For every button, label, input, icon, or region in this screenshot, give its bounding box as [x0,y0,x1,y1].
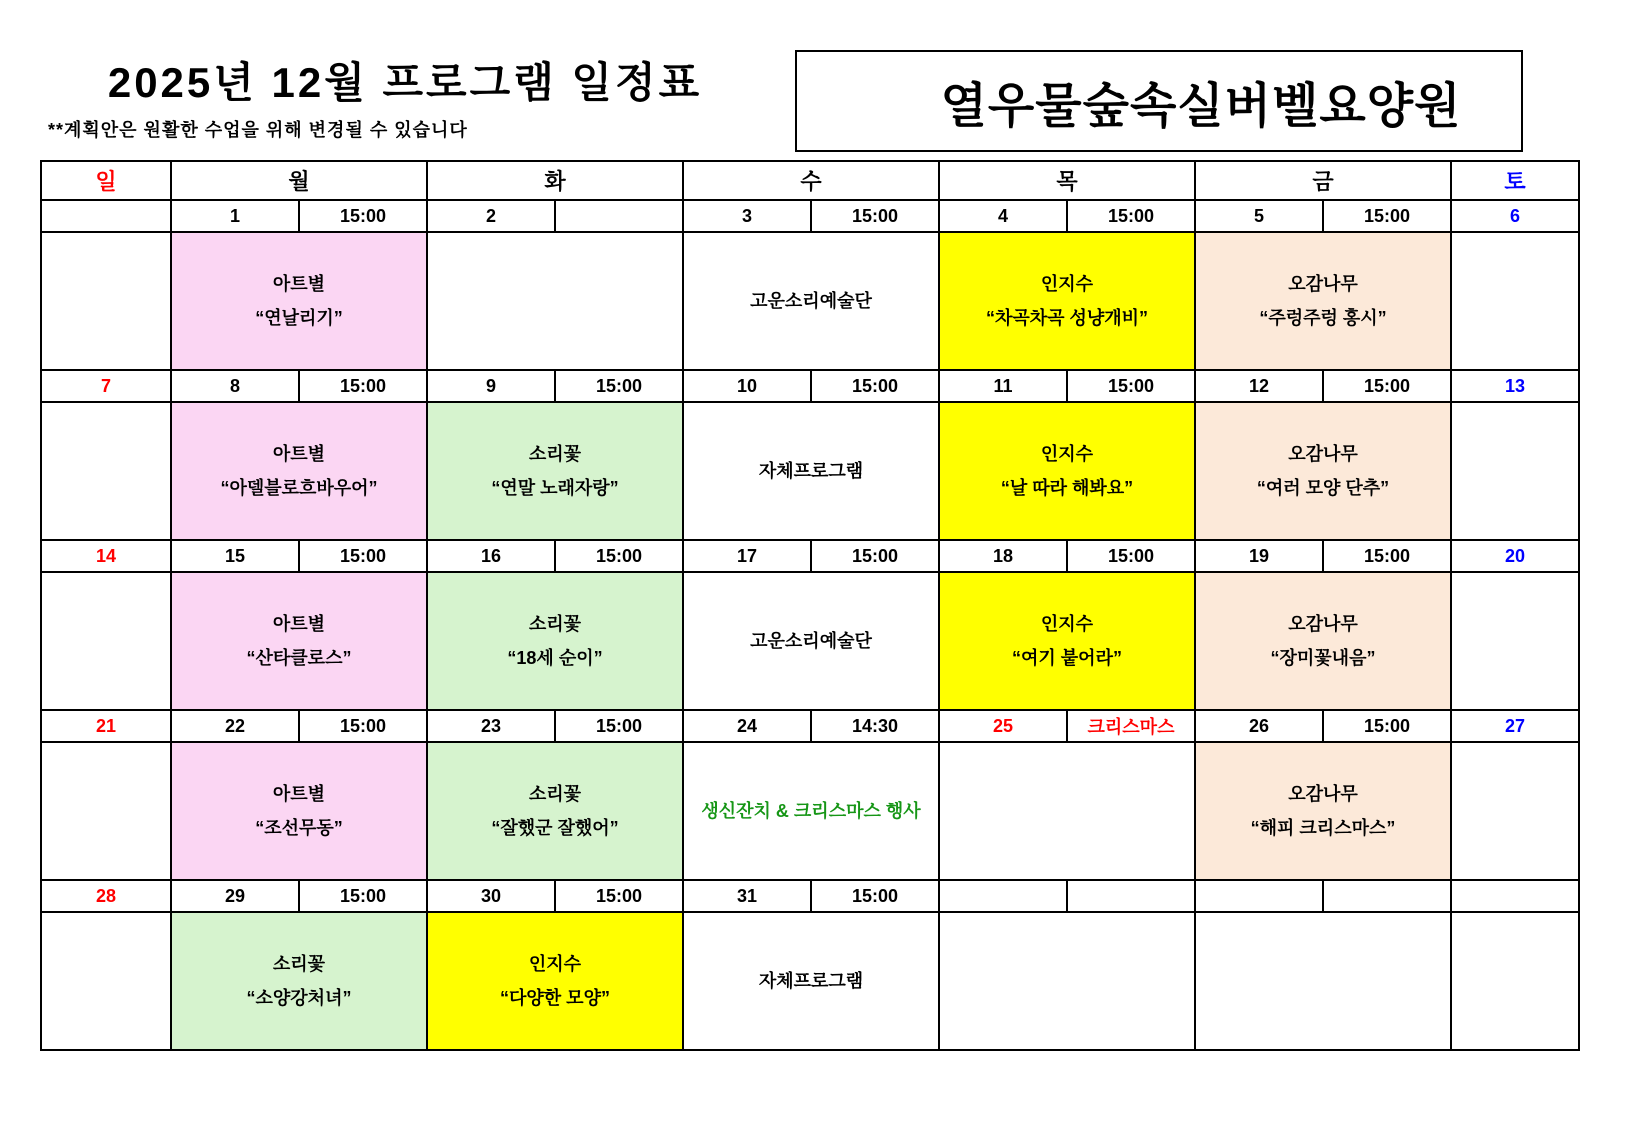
event-text-line: 소리꽃 [528,614,582,634]
date-cell: 30 [427,880,555,912]
event-text-line: “잘했군 잘했어” [491,818,619,838]
date-cell: 19 [1195,540,1323,572]
saturday-event-cell [1451,742,1579,880]
time-cell: 15:00 [555,880,683,912]
time-cell: 15:00 [299,540,427,572]
schedule-change-note: **계획안은 원활한 수업을 위해 변경될 수 있습니다 [48,120,468,140]
sunday-date-cell: 7 [41,370,171,402]
sunday-date-cell [41,200,171,232]
date-cell: 12 [1195,370,1323,402]
event-text-line: 인지수 [528,954,582,974]
event-cell [171,912,427,1050]
time-cell: 15:00 [299,370,427,402]
day-header-5: 금 [1195,161,1451,200]
date-cell: 4 [939,200,1067,232]
event-text-line: “아델블로흐바우어” [220,478,378,498]
time-cell: 15:00 [1067,200,1195,232]
saturday-date-cell: 6 [1451,200,1579,232]
day-header-4: 목 [939,161,1195,200]
event-cell [1195,912,1451,1050]
event-cell [683,912,939,1050]
saturday-event-cell [1451,912,1579,1050]
event-cell [683,232,939,370]
week-4-date-row [41,710,1579,742]
week-3-content-row [41,572,1579,710]
facility-name-box [795,50,1523,152]
date-cell [939,880,1067,912]
day-header-1: 월 [171,161,427,200]
event-text-line: 아트별 [272,614,326,634]
event-text-line: 고운소리예술단 [750,631,872,651]
time-cell: 15:00 [555,370,683,402]
saturday-date-cell [1451,880,1579,912]
event-text-line: 생신잔치 & 크리스마스 행사 [701,801,921,821]
date-cell: 15 [171,540,299,572]
date-cell: 26 [1195,710,1323,742]
sunday-date-cell: 21 [41,710,171,742]
event-cell [171,572,427,710]
day-header-3: 수 [683,161,939,200]
date-cell: 31 [683,880,811,912]
event-cell [171,742,427,880]
event-cell [939,402,1195,540]
event-text-line: “조선무동” [255,818,343,838]
event-text-line: 자체프로그램 [758,461,864,481]
day-header-row [41,161,1579,200]
day-header-0: 일 [41,161,171,200]
sunday-event-cell [41,572,171,710]
date-cell: 10 [683,370,811,402]
date-cell: 25 [939,710,1067,742]
event-text-line: “여러 모양 단추” [1256,478,1390,498]
week-4-content-row [41,742,1579,880]
date-cell: 3 [683,200,811,232]
event-text-line: 소리꽃 [528,784,582,804]
sunday-date-cell: 14 [41,540,171,572]
date-cell: 2 [427,200,555,232]
event-cell [683,572,939,710]
event-text-line: 고운소리예술단 [750,291,872,311]
event-text-line: “주렁주렁 홍시” [1259,308,1387,328]
event-text-line: “18세 순이” [507,648,603,668]
saturday-date-cell: 20 [1451,540,1579,572]
event-text-line: “산타클로스” [246,648,352,668]
sunday-event-cell [41,402,171,540]
event-text-line: “여기 붙어라” [1012,648,1122,668]
event-cell [939,742,1195,880]
sunday-event-cell [41,912,171,1050]
event-cell [939,912,1195,1050]
event-text-line: 소리꽃 [272,954,326,974]
sunday-event-cell [41,742,171,880]
calendar-table [40,160,1580,1051]
event-text-line: “소양강처녀” [246,988,352,1008]
day-header-6: 토 [1451,161,1579,200]
time-cell [1067,880,1195,912]
event-text-line: 아트별 [272,444,326,464]
week-2-date-row [41,370,1579,402]
week-2-content-row [41,402,1579,540]
event-cell [1195,402,1451,540]
event-text-line: 소리꽃 [528,444,582,464]
week-5-date-row [41,880,1579,912]
event-cell [1195,742,1451,880]
event-cell [939,572,1195,710]
date-cell: 5 [1195,200,1323,232]
event-text-line: 오감나무 [1288,784,1358,804]
time-cell: 15:00 [1067,540,1195,572]
event-cell [1195,572,1451,710]
sunday-event-cell [41,232,171,370]
event-text-line: 오감나무 [1288,274,1358,294]
event-cell [427,742,683,880]
event-text-line: “장미꽃내음” [1270,648,1376,668]
date-cell: 9 [427,370,555,402]
date-cell: 18 [939,540,1067,572]
date-cell: 23 [427,710,555,742]
week-5-content-row [41,912,1579,1050]
time-cell: 15:00 [555,540,683,572]
event-cell [427,402,683,540]
saturday-event-cell [1451,232,1579,370]
date-cell [1195,880,1323,912]
event-text-line: “날 따라 해봐요” [1000,478,1134,498]
time-cell: 15:00 [811,880,939,912]
time-cell: 15:00 [811,540,939,572]
time-cell: 15:00 [299,710,427,742]
saturday-date-cell: 27 [1451,710,1579,742]
date-cell: 11 [939,370,1067,402]
event-text-line: 인지수 [1040,444,1094,464]
event-text-line: “차곡차곡 성냥개비” [985,308,1149,328]
time-cell: 15:00 [1323,370,1451,402]
event-cell [171,402,427,540]
date-cell: 8 [171,370,299,402]
time-cell: 크리스마스 [1067,710,1195,742]
event-text-line: 오감나무 [1288,444,1358,464]
time-cell: 15:00 [1323,200,1451,232]
date-cell: 29 [171,880,299,912]
week-3-date-row [41,540,1579,572]
event-text-line: 아트별 [272,274,326,294]
week-1-content-row [41,232,1579,370]
saturday-date-cell: 13 [1451,370,1579,402]
day-header-2: 화 [427,161,683,200]
event-cell [683,742,939,880]
event-text-line: “연날리기” [255,308,343,328]
event-text-line: “연말 노래자랑” [491,478,619,498]
date-cell: 1 [171,200,299,232]
event-text-line: 아트별 [272,784,326,804]
facility-name: 열우물숲속실버벨요양원 [940,79,1462,133]
event-text-line: 인지수 [1040,614,1094,634]
event-cell [1195,232,1451,370]
event-text-line: 자체프로그램 [758,971,864,991]
time-cell: 15:00 [555,710,683,742]
time-cell [555,200,683,232]
time-cell: 15:00 [811,370,939,402]
time-cell: 15:00 [1323,540,1451,572]
time-cell: 15:00 [1067,370,1195,402]
event-cell [171,232,427,370]
date-cell: 24 [683,710,811,742]
event-cell [939,232,1195,370]
event-text-line: “해피 크리스마스” [1250,818,1396,838]
time-cell: 15:00 [299,200,427,232]
saturday-event-cell [1451,572,1579,710]
page-title: 2025년 12월 프로그램 일정표 [107,59,703,106]
event-cell [427,912,683,1050]
date-cell: 22 [171,710,299,742]
event-cell [683,402,939,540]
sunday-date-cell: 28 [41,880,171,912]
time-cell: 14:30 [811,710,939,742]
date-cell: 16 [427,540,555,572]
time-cell: 15:00 [299,880,427,912]
date-cell: 17 [683,540,811,572]
time-cell: 15:00 [811,200,939,232]
saturday-event-cell [1451,402,1579,540]
event-cell [427,232,683,370]
time-cell: 15:00 [1323,710,1451,742]
event-text-line: “다양한 모양” [500,988,610,1008]
event-cell [427,572,683,710]
event-text-line: 오감나무 [1288,614,1358,634]
time-cell [1323,880,1451,912]
event-text-line: 인지수 [1040,274,1094,294]
week-1-date-row [41,200,1579,232]
